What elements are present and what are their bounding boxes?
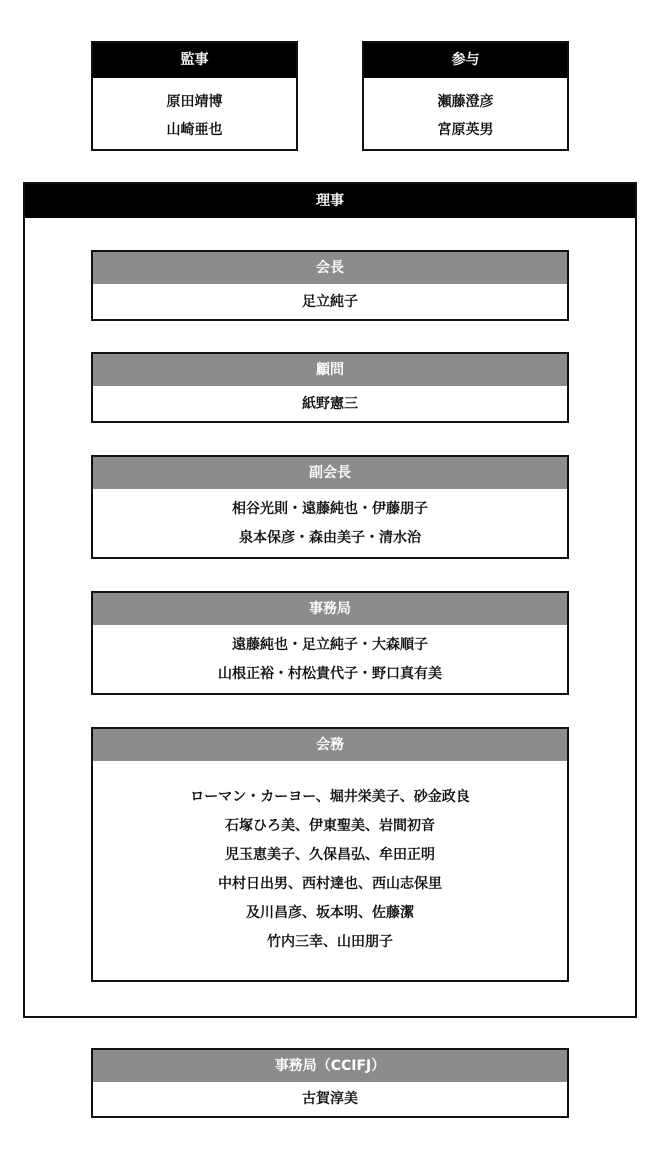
secretariat-box	[91, 591, 569, 695]
directors-header: 理事	[25, 184, 635, 218]
auditors-members	[93, 78, 296, 144]
member-name: 足立純子	[302, 294, 358, 310]
member-name: 紙野憲三	[302, 396, 358, 412]
advisors-header: 参与	[364, 43, 567, 78]
advisors-members	[364, 78, 567, 144]
member-name: 山崎亜也	[166, 122, 223, 138]
counselor-box	[91, 352, 569, 423]
member-line: 泉本保彦・森由美子・清水治	[239, 530, 421, 546]
member-line: 相谷光則・遠藤純也・伊藤朋子	[232, 501, 428, 517]
council-header: 会務	[93, 729, 567, 761]
member-name: 原田靖博	[166, 94, 223, 110]
member-line: 石塚ひろ美、伊東聖美、岩間初音	[225, 818, 435, 834]
member-line: ローマン・カーヨー、堀井栄美子、砂金政良	[190, 789, 470, 805]
council-members	[93, 761, 567, 957]
president-members	[93, 284, 567, 318]
secretariat-header: 事務局	[93, 593, 567, 625]
president-header: 会長	[93, 252, 567, 284]
vice-presidents-header: 副会長	[93, 457, 567, 489]
vice-presidents-box	[91, 455, 569, 559]
member-line: 及川昌彦、坂本明、佐藤潔	[246, 905, 414, 921]
auditors-header: 監事	[93, 43, 296, 78]
secretariat-members	[93, 625, 567, 689]
member-name: 宮原英男	[437, 122, 494, 138]
secretariat-ccifj-header: 事務局（CCIFJ）	[93, 1050, 567, 1082]
member-name: 瀬藤澄彦	[437, 94, 494, 110]
council-box	[91, 727, 569, 982]
secretariat-ccifj-members	[93, 1082, 567, 1114]
secretariat-ccifj-box	[91, 1048, 569, 1118]
auditors-box	[91, 41, 298, 151]
counselor-header: 顧問	[93, 354, 567, 386]
member-line: 児玉恵美子、久保昌弘、牟田正明	[225, 847, 435, 863]
member-line: 遠藤純也・足立純子・大森順子	[232, 637, 428, 653]
member-line: 竹内三幸、山田朋子	[267, 934, 393, 950]
counselor-members	[93, 386, 567, 420]
member-name: 古賀淳美	[302, 1091, 358, 1107]
advisors-box	[362, 41, 569, 151]
member-line: 山根正裕・村松貴代子・野口真有美	[218, 666, 442, 682]
vice-presidents-members	[93, 489, 567, 553]
member-line: 中村日出男、西村達也、西山志保里	[218, 876, 442, 892]
president-box	[91, 250, 569, 321]
